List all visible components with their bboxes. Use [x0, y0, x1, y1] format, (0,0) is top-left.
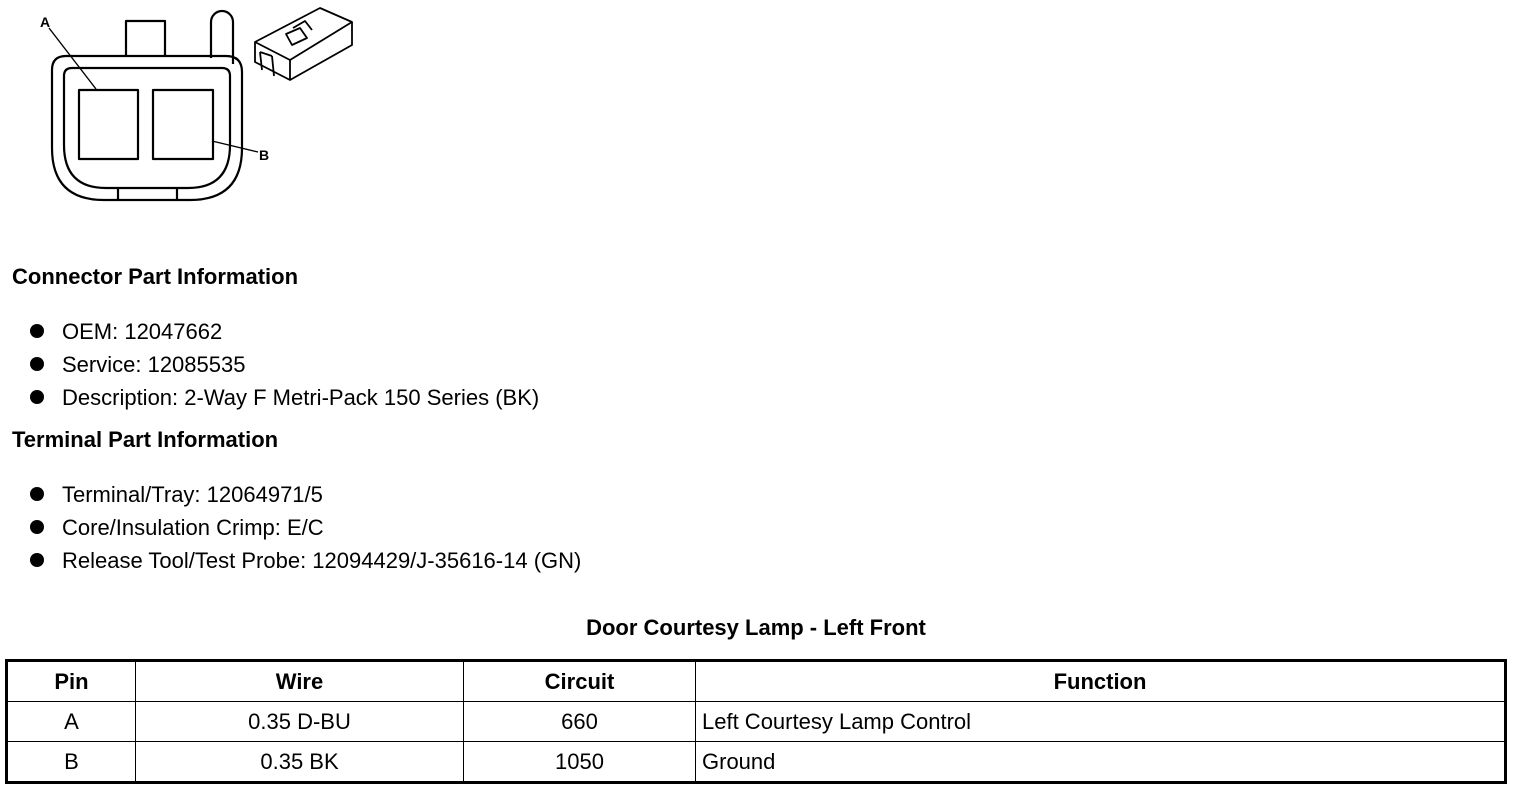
connector-part-info-list	[30, 315, 539, 414]
bullet-icon	[30, 553, 44, 567]
cell-function: Left Courtesy Lamp Control	[696, 702, 1506, 742]
list-item-text: OEM: 12047662	[62, 319, 223, 344]
cell-circuit: 660	[464, 702, 696, 742]
cell-wire: 0.35 BK	[136, 742, 464, 783]
list-item	[30, 348, 539, 381]
callout-label-a: A	[40, 14, 51, 30]
cavity-a	[79, 90, 138, 159]
cell-pin: A	[7, 702, 136, 742]
list-item	[30, 381, 539, 414]
header-circuit: Circuit	[464, 661, 696, 702]
connector-body-inner	[64, 68, 230, 188]
list-item	[30, 478, 581, 511]
list-item-text: Description: 2-Way F Metri-Pack 150 Series (BK)	[62, 385, 540, 410]
cell-pin: B	[7, 742, 136, 783]
connector-latch-tab	[126, 21, 165, 56]
list-item-text: Terminal/Tray: 12064971/5	[62, 482, 323, 507]
list-item-text: Service: 12085535	[62, 352, 246, 377]
list-item	[30, 511, 581, 544]
terminal-part-info-title: Terminal Part Information	[12, 427, 279, 452]
header-pin: Pin	[7, 661, 136, 702]
callout-line-b	[212, 141, 258, 152]
table-row	[7, 702, 1506, 742]
pin-table	[5, 659, 1507, 784]
list-item	[30, 315, 539, 348]
terminal-part-info-list	[30, 478, 581, 577]
callout-label-b: B	[259, 147, 270, 163]
connector-face-diagram	[0, 0, 380, 220]
header-wire: Wire	[136, 661, 464, 702]
table-header-row	[7, 661, 1506, 702]
connector-part-info-title: Connector Part Information	[12, 264, 299, 289]
bullet-icon	[30, 520, 44, 534]
list-item-text: Release Tool/Test Probe: 12094429/J-35616-14 (GN)	[62, 548, 582, 573]
bullet-icon	[30, 487, 44, 501]
table-row	[7, 742, 1506, 783]
list-item	[30, 544, 581, 577]
bullet-icon	[30, 357, 44, 371]
connector-bottom-notch	[118, 188, 177, 200]
header-function: Function	[696, 661, 1506, 702]
bullet-icon	[30, 390, 44, 404]
pin-table-title: Door Courtesy Lamp - Left Front	[586, 615, 926, 640]
cell-wire: 0.35 D-BU	[136, 702, 464, 742]
connector-iso-view	[255, 8, 352, 80]
cell-function: Ground	[696, 742, 1506, 783]
cavity-b	[153, 90, 213, 159]
cell-circuit: 1050	[464, 742, 696, 783]
list-item-text: Core/Insulation Crimp: E/C	[62, 515, 324, 540]
bullet-icon	[30, 324, 44, 338]
